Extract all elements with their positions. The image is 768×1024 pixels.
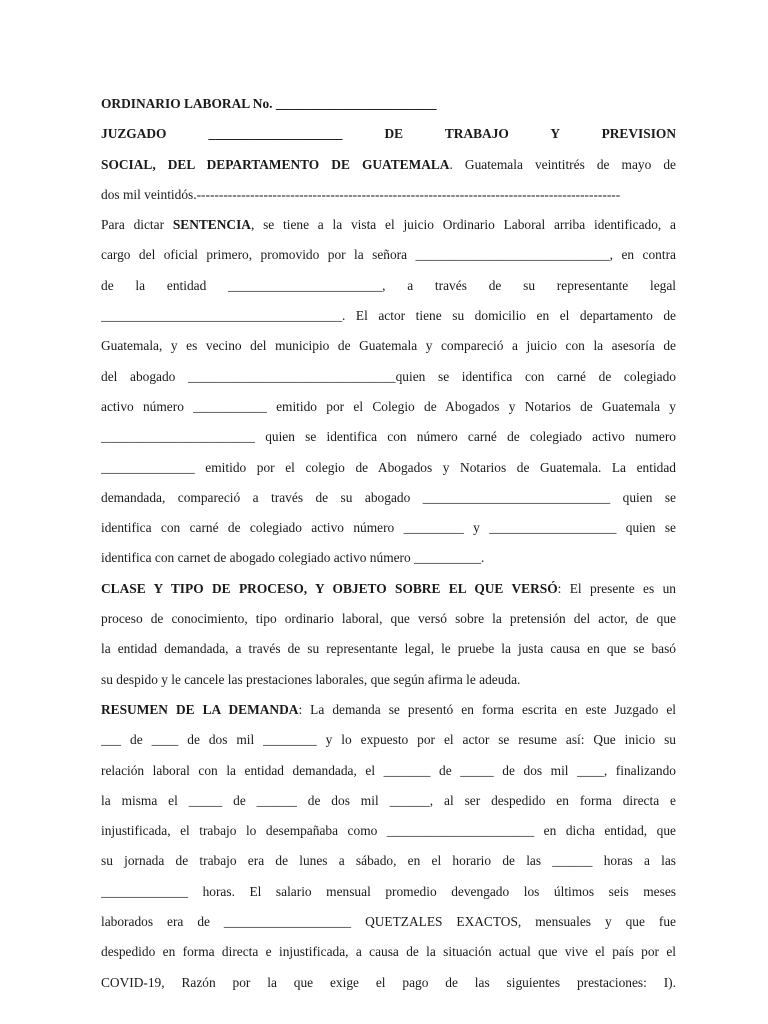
document-line [101,362,676,392]
document-line [101,422,676,452]
document-line [101,513,676,543]
document-line [101,907,676,937]
text-segment: : La demanda se presentó en forma escrita en este Juzgado el [298,701,676,717]
document-line [101,180,676,210]
text-segment: . Guatemala veintitrés de mayo de [449,156,676,172]
text-segment: su despido y le cancele las prestaciones laborales, que según afirma le adeuda. [101,671,521,687]
document-line [101,543,676,573]
document-line [101,816,676,846]
text-segment: despedido en forma directa e injustificada, a causa de la situación actual que vive el país por el [101,944,676,960]
document-line [101,150,676,180]
bold-text-segment: SENTENCIA [172,217,251,233]
text-segment: del abogado _______________________________quien se identifica con carné de colegiado [101,368,676,384]
document-line [101,483,676,513]
text-segment: injustificada, el trabajo lo desempañaba como ______________________ en dicha entidad, que [101,823,676,839]
bold-text-segment: JUZGADO ____________________ DE TRABAJO Y PREVISION [101,126,676,142]
text-segment: , se tiene a la vista el juicio Ordinario Laboral arriba identificado, a [250,217,676,233]
document-line [101,574,676,604]
bold-text-segment: CLASE Y TIPO DE PROCESO, Y OBJETO SOBRE EL QUE VERSÓ [101,580,558,596]
text-segment: relación laboral con la entidad demandada, el _______ de _____ de dos mil ____, finalizando [101,762,676,778]
bold-text-segment: SOCIAL, DEL DEPARTAMENTO DE GUATEMALA [101,156,450,172]
text-segment: proceso de conocimiento, tipo ordinario laboral, que versó sobre la pretensión del actor, de que [101,611,676,627]
document-line [101,877,676,907]
text-segment: identifica con carnet de abogado colegiado activo número __________. [101,550,485,566]
document-line [101,695,676,725]
text-segment: su jornada de trabajo era de lunes a sábado, en el horario de las ______ horas a las [101,853,676,869]
text-segment: _______________________ quien se identifica con número carné de colegiado activo numero [101,429,676,445]
text-segment: COVID-19, Razón por la que exige el pago de las siguientes prestaciones: I). [101,974,676,990]
document-line [101,786,676,816]
text-segment: la misma el _____ de ______ de dos mil ______, al ser despedido en forma directa e [101,792,676,808]
bold-text-segment: ORDINARIO LABORAL No. ________________________ [101,96,437,111]
text-segment: Para dictar [101,217,173,233]
text-segment: ____________________________________. El actor tiene su domicilio en el departamento de [101,308,676,324]
text-segment: ___ de ____ de dos mil ________ y lo expuesto por el actor se resume así: Que inicio su [101,732,676,748]
document-line [101,937,676,967]
text-segment: la entidad demandada, a través de su representante legal, le pruebe la justa causa en que se basó [101,641,676,657]
document-line [101,634,676,664]
text-segment: laborados era de ___________________ QUETZALES EXACTOS, mensuales y que fue [101,914,676,930]
document-line [101,240,676,270]
document-line [101,453,676,483]
document-line [101,119,676,149]
text-segment: ______________ emitido por el colegio de Abogados y Notarios de Guatemala. La entidad [101,459,676,475]
text-segment: identifica con carné de colegiado activo número _________ y ___________________ quien se [101,520,676,536]
text-segment: activo número ___________ emitido por el Colegio de Abogados y Notarios de Guatemala y [101,398,676,414]
text-segment: cargo del oficial primero, promovido por la señora _____________________________, en contra [101,247,676,263]
document-page [101,89,676,998]
document-line [101,89,676,119]
document-line [101,210,676,240]
document-line [101,665,676,695]
text-segment: Guatemala, y es vecino del municipio de Guatemala y compareció a juicio con la asesoría de [101,338,676,354]
document-line [101,604,676,634]
document-line [101,331,676,361]
document-line [101,301,676,331]
document-line [101,756,676,786]
text-segment: : El presente es un [557,580,676,596]
document-line [101,271,676,301]
text-segment: demandada, compareció a través de su abogado ____________________________ quien se [101,489,676,505]
document-line [101,392,676,422]
document-line [101,725,676,755]
text-segment: de la entidad _______________________, a través de su representante legal [101,277,676,293]
text-segment: dos mil veintidós.----------------------------------------------------------------------------------------------- [101,186,621,202]
document-line [101,968,676,998]
bold-text-segment: RESUMEN DE LA DEMANDA [101,701,299,717]
text-segment: _____________ horas. El salario mensual promedio devengado los últimos seis meses [101,883,676,899]
document-line [101,846,676,876]
